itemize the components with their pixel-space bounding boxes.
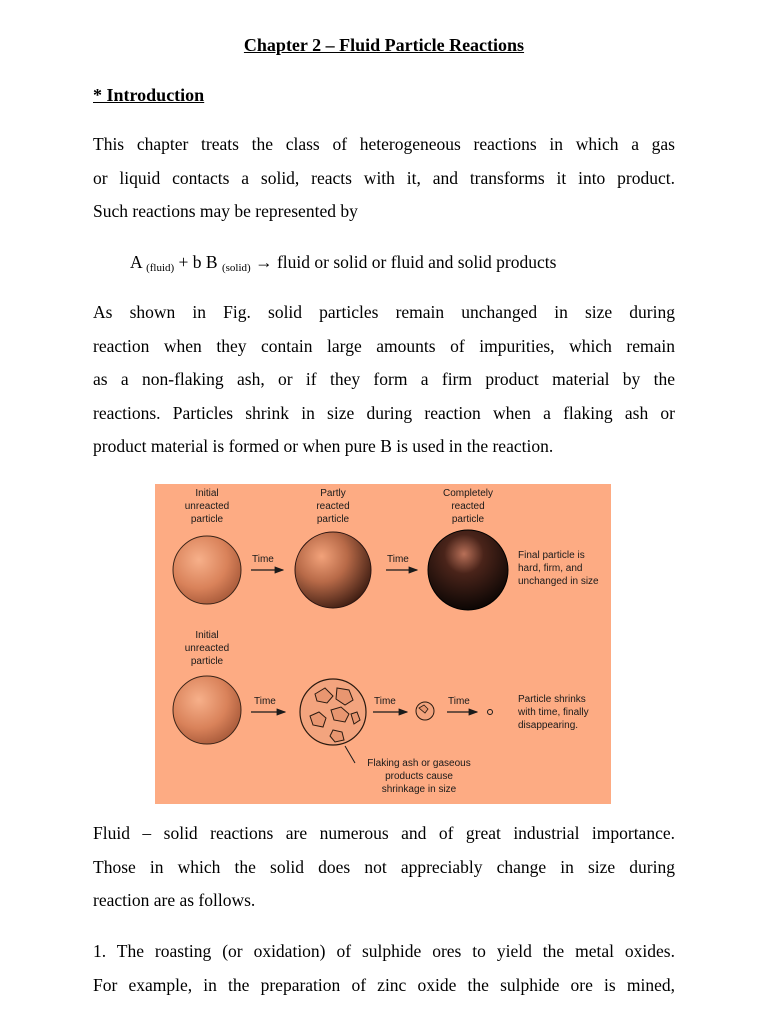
paragraph-roasting bbox=[93, 935, 675, 1002]
initial-particle-bottom bbox=[173, 676, 241, 744]
initial-particle-top bbox=[173, 536, 241, 604]
svg-text:unreacted: unreacted bbox=[184, 501, 230, 512]
svg-text:particle: particle bbox=[190, 514, 224, 525]
text-line: Those in which the solid does not appreciably change in size during bbox=[93, 856, 675, 877]
top-complete-label bbox=[443, 488, 493, 525]
completely-reacted-particle bbox=[428, 530, 508, 610]
eq-products: fluid or solid or fluid and solid products bbox=[276, 252, 557, 272]
svg-text:particle: particle bbox=[190, 656, 224, 667]
particle-reaction-figure bbox=[155, 484, 611, 804]
time-label: Time bbox=[252, 554, 274, 565]
paragraph-shrinking bbox=[93, 296, 675, 464]
text-line: reaction are as follows. bbox=[93, 890, 256, 910]
svg-text:Final particle is: Final particle is bbox=[518, 550, 585, 561]
eq-sub-solid: (solid) bbox=[221, 262, 251, 274]
text-line: 1. The roasting (or oxidation) of sulphide ores to yield the metal oxides. bbox=[93, 941, 675, 961]
svg-text:products cause: products cause bbox=[385, 771, 453, 782]
arrow-icon: → bbox=[255, 252, 273, 272]
bottom-initial-label bbox=[185, 630, 229, 667]
svg-text:Flaking ash or gaseous: Flaking ash or gaseous bbox=[367, 758, 471, 769]
svg-text:particle: particle bbox=[316, 514, 350, 525]
svg-text:Particle shrinks: Particle shrinks bbox=[518, 694, 586, 705]
text-line: product material is formed or when pure B is used in the reaction. bbox=[93, 436, 554, 456]
text-line: reaction when they contain large amounts of impurities, which remain bbox=[93, 335, 675, 356]
svg-text:disappearing.: disappearing. bbox=[518, 720, 579, 731]
bottom-shrink-note bbox=[517, 694, 589, 731]
text-line: Such reactions may be represented by bbox=[93, 201, 358, 221]
text-line: reactions. Particles shrink in size during reaction when a flaking ash or bbox=[93, 402, 675, 423]
flaking-ash-note bbox=[367, 758, 470, 795]
partly-reacted-particle bbox=[295, 532, 371, 608]
top-initial-label bbox=[185, 488, 229, 525]
small-particle bbox=[416, 702, 434, 720]
paragraph-fluid-solid bbox=[93, 817, 675, 918]
text-line: as a non-flaking ash, or if they form a firm product material by the bbox=[93, 369, 675, 389]
svg-text:with time, finally: with time, finally bbox=[518, 707, 589, 718]
svg-text:shrinkage in size: shrinkage in size bbox=[381, 784, 457, 795]
top-partly-label bbox=[316, 488, 349, 525]
top-final-note bbox=[518, 550, 599, 587]
svg-text:reacted: reacted bbox=[451, 501, 485, 512]
svg-text:Initial: Initial bbox=[195, 488, 219, 499]
svg-text:Partly: Partly bbox=[320, 488, 346, 499]
time-label: Time bbox=[387, 554, 409, 565]
eq-reactant-a: A bbox=[130, 252, 142, 272]
figure-svg bbox=[155, 484, 611, 804]
text-line: or liquid contacts a solid, reacts with it, and transforms it into product. bbox=[93, 167, 675, 188]
svg-text:unchanged in size: unchanged in size bbox=[518, 576, 599, 587]
tiny-particle bbox=[488, 710, 493, 715]
eq-reactant-b: + b B bbox=[178, 252, 218, 272]
callout-line bbox=[345, 746, 355, 763]
svg-text:hard, firm, and: hard, firm, and bbox=[518, 563, 583, 574]
reaction-equation bbox=[130, 252, 556, 274]
text-line: Fluid – solid reactions are numerous and of great industrial importance. bbox=[93, 823, 675, 843]
eq-sub-fluid: (fluid) bbox=[146, 262, 175, 274]
text-line: For example, in the preparation of zinc oxide the sulphide ore is mined, bbox=[93, 974, 675, 995]
svg-text:Initial: Initial bbox=[195, 630, 219, 641]
svg-text:unreacted: unreacted bbox=[184, 643, 230, 654]
time-label: Time bbox=[448, 696, 470, 707]
section-heading: * Introduction bbox=[93, 85, 205, 105]
svg-text:particle: particle bbox=[451, 514, 485, 525]
text-line: This chapter treats the class of heterogeneous reactions in which a gas bbox=[93, 134, 675, 154]
time-label: Time bbox=[374, 696, 396, 707]
text-line: As shown in Fig. solid particles remain unchanged in size during bbox=[93, 302, 675, 322]
svg-text:Completely: Completely bbox=[442, 488, 494, 499]
time-label: Time bbox=[254, 696, 276, 707]
intro-paragraph bbox=[93, 128, 675, 229]
page-title: Chapter 2 – Fluid Particle Reactions bbox=[243, 35, 525, 55]
flaking-particle bbox=[300, 679, 366, 745]
svg-text:reacted: reacted bbox=[316, 501, 350, 512]
